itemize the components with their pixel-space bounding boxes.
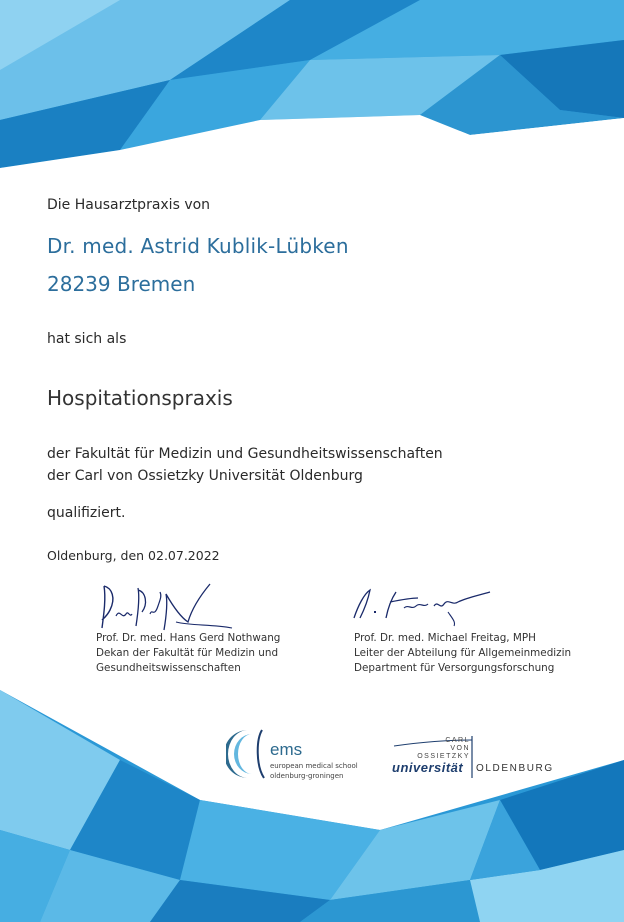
faculty-line-1: der Fakultät für Medizin und Gesundheitswissenschaften (47, 446, 443, 462)
signatory-2 (354, 631, 571, 676)
signature-freitag (348, 582, 498, 627)
university-ossietzky: OSSIETZKY (417, 753, 470, 760)
university-city: OLDENBURG (476, 763, 554, 774)
signatory-1 (96, 631, 280, 676)
ems-wordmark: ems (270, 740, 303, 759)
certificate-heading: Hospitationspraxis (47, 386, 233, 410)
university-carl: CARL (445, 737, 470, 744)
faculty-line-2: der Carl von Ossietzky Universität Oldenburg (47, 468, 363, 484)
signatory-1-role-1: Dekan der Fakultät für Medizin und (96, 647, 279, 659)
place-date: Oldenburg, den 02.07.2022 (47, 548, 220, 563)
ems-subtitle-2: oldenburg-groningen (270, 772, 344, 780)
signature-nothwang (92, 578, 242, 638)
signatory-2-role-1: Leiter der Abteilung für Allgemeinmedizin (354, 647, 572, 659)
practitioner-name: Dr. med. Astrid Kublik-Lübken (47, 234, 349, 258)
ems-subtitle-1: european medical school (270, 762, 358, 770)
practice-city: 28239 Bremen (47, 272, 196, 296)
university-logo (392, 732, 562, 782)
qualified-text: qualifiziert. (47, 505, 126, 521)
university-von: VON (450, 745, 470, 752)
ems-logo (226, 726, 376, 790)
as-text: hat sich als (47, 331, 127, 347)
ems-emblem-icon (226, 726, 270, 782)
university-wordmark: universität (392, 760, 464, 775)
signatory-1-role-2: Gesundheitswissenschaften (96, 662, 241, 674)
signatory-2-name: Prof. Dr. med. Michael Freitag, MPH (354, 632, 536, 644)
signatory-2-role-2: Department für Versorgungsforschung (354, 662, 555, 674)
intro-text: Die Hausarztpraxis von (47, 197, 211, 213)
signatory-1-name: Prof. Dr. med. Hans Gerd Nothwang (96, 632, 281, 644)
